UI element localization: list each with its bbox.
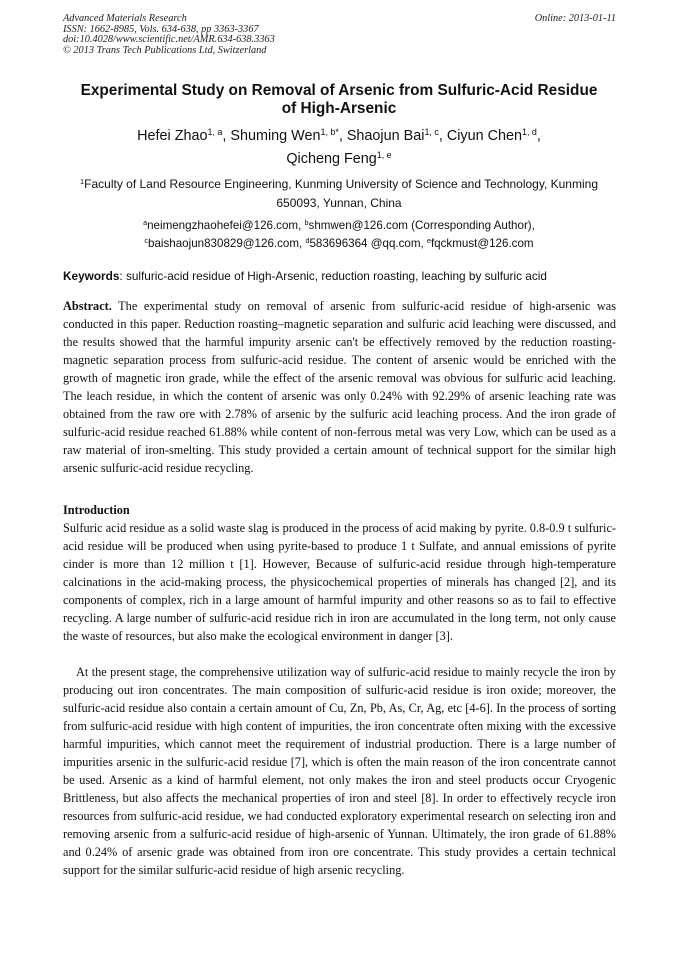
author-sup: 1, b* [320,127,339,138]
keywords-text: : sulfuric-acid residue of High-Arsenic, reduction roasting, leaching by sulfuric acid [119,269,547,283]
email-sup: a [143,218,148,228]
email-sup: e [426,236,431,246]
author-sep: , [536,128,541,144]
author-name: Hefei Zhao [137,128,208,144]
email-c[interactable]: baishaojun830829@126.com, [148,237,306,250]
email-sup: c [144,236,149,246]
email-e[interactable]: fqckmust@126.com [430,237,534,250]
email-sup: b [304,218,309,228]
author-list [40,125,638,171]
author-sep: , [438,128,447,144]
affiliation-sup: 1 [80,176,85,186]
title-line-1: Experimental Study on Removal of Arsenic from Sulfuric-Acid Residue [80,82,598,99]
email-d[interactable]: 583696364 @qq.com, [309,237,427,250]
keywords-label: Keywords [63,269,120,283]
email-a[interactable]: neimengzhaohefei@126.com, [147,219,305,232]
issn-line: ISSN: 1662-8985, Vols. 634-638, pp 3363-3367 [63,23,259,35]
affiliation [52,175,626,213]
author-sep: , [338,128,347,144]
keywords [63,268,623,284]
intro-paragraph-2: At the present stage, the comprehensive utilization way of sulfuric-acid residue to mainly recycle the iron by producing out iron concentrates. The main composition of sulfuric-acid residue is iron oxide; moreover, the sulfuric-acid residue also contain a certain amount of Cu, Zn, Pb, As, Cr, Ag, etc [4-6]. In the process of sorting from sulfuric-acid residue with high content of impurities, the iron concentrate often mixing with the excessive harmful impurities, which cannot meet the requirement of industrial production. There is a large number of impurities arsenic in the sulfuric-acid residue [7], which is often the main reason of the iron concentrate cannot be used. Arsenic as a kind of harmful element, not only makes the iron and steel products occur Cryogenic Brittleness, but also affects the mechanical properties of iron and steel [8]. In order to effectively recycle iron resources from sulfuric-acid residue, we had conducted exploratory experimental research on selecting iron and removing arsenic from a sulfuric-acid residue of high-arsenic of Yunnan. Ultimately, the iron grade of 61.88% and 0.24% of arsenic grade was obtained from iron ore concentrate. This study provides a certain technical support for the similar sulfuric-acid residue of high arsenic recycling. [63,665,616,877]
author-sup: 1, c [424,127,439,138]
email-list [52,217,626,253]
copyright-line: © 2013 Trans Tech Publications Ltd, Switzerland [63,44,267,56]
author-sup: 1, e [376,150,392,161]
email-b[interactable]: shmwen@126.com (Corresponding Author), [308,219,535,232]
paper-title [40,82,638,118]
email-sup: d [305,236,310,246]
title-line-2: of High-Arsenic [281,100,397,117]
author-name: Shuming Wen [230,128,321,144]
author-name: Shaojun Bai [346,128,425,144]
abstract [63,297,616,477]
journal-name: Advanced Materials Research [63,13,187,24]
journal-header [63,14,616,56]
affiliation-line-1: Faculty of Land Resource Engineering, Kunming University of Science and Technology, Kunming [84,177,598,191]
doi-line: doi:10.4028/www.scientific.net/AMR.634-638.3363 [63,34,275,46]
author-sup: 1, a [207,127,223,138]
abstract-text: The experimental study on removal of arsenic from sulfuric-acid residue of high-arsenic was conducted in this paper. Reduction roasting–magnetic separation and sulfuric acid leaching were discussed, and the results showed that the harmful impurity arsenic can't be effectively removed by the reduction roasting-magnetic separation process from sulfuric-acid residue. The content of arsenic would be enriched with the growth of magnetic iron grade, while the effect of the arsenic removal was obvious for sulfuric acid leaching. The leach residue, in which the content of arsenic was only 0.24% with 92.29% of arsenic leaching rate was obtained from the raw ore with 2.78% of arsenic by the sulfuric acid leaching process. And the iron grade of sulfuric-acid residue reached 61.88% while content of non-ferrous metal was very Low, which can be used as a raw material of iron-smelting. This study provided a certain amount of technical support for the similar high arsenic sulfuric-acid residue recycling. [63,299,616,475]
author-name: Ciyun Chen [446,128,523,144]
intro-paragraph-1: Sulfuric acid residue as a solid waste slag is produced in the process of acid making by pyrite. 0.8-0.9 t sulfuric-acid residue will be produced when using pyrite-based to produce 1 t Sulfate, and annual emissions of pyrite cinder is more than 12 million t [1]. However, Because of sulfuric-acid residue through high-temperature calcinations in the acid-making process, the physicochemical properties of minerals has changed [2], and its components of complex, rich in a large amount of harmful impurity and other reasons so as to fail to effective recycling. A large number of sulfuric-acid residue rich in iron are accumulated in the long term, not only cause the waste of resources, but also make the ecological environment in danger [3]. [63,521,616,643]
online-date: Online: 2013-01-11 [534,13,616,24]
author-sep: , [222,128,231,144]
abstract-label: Abstract. [63,299,112,313]
author-name: Qicheng Feng [286,151,377,167]
section-heading-introduction: Introduction [63,503,130,517]
affiliation-line-2: 650093, Yunnan, China [276,196,402,210]
author-sup: 1, d [522,127,537,138]
